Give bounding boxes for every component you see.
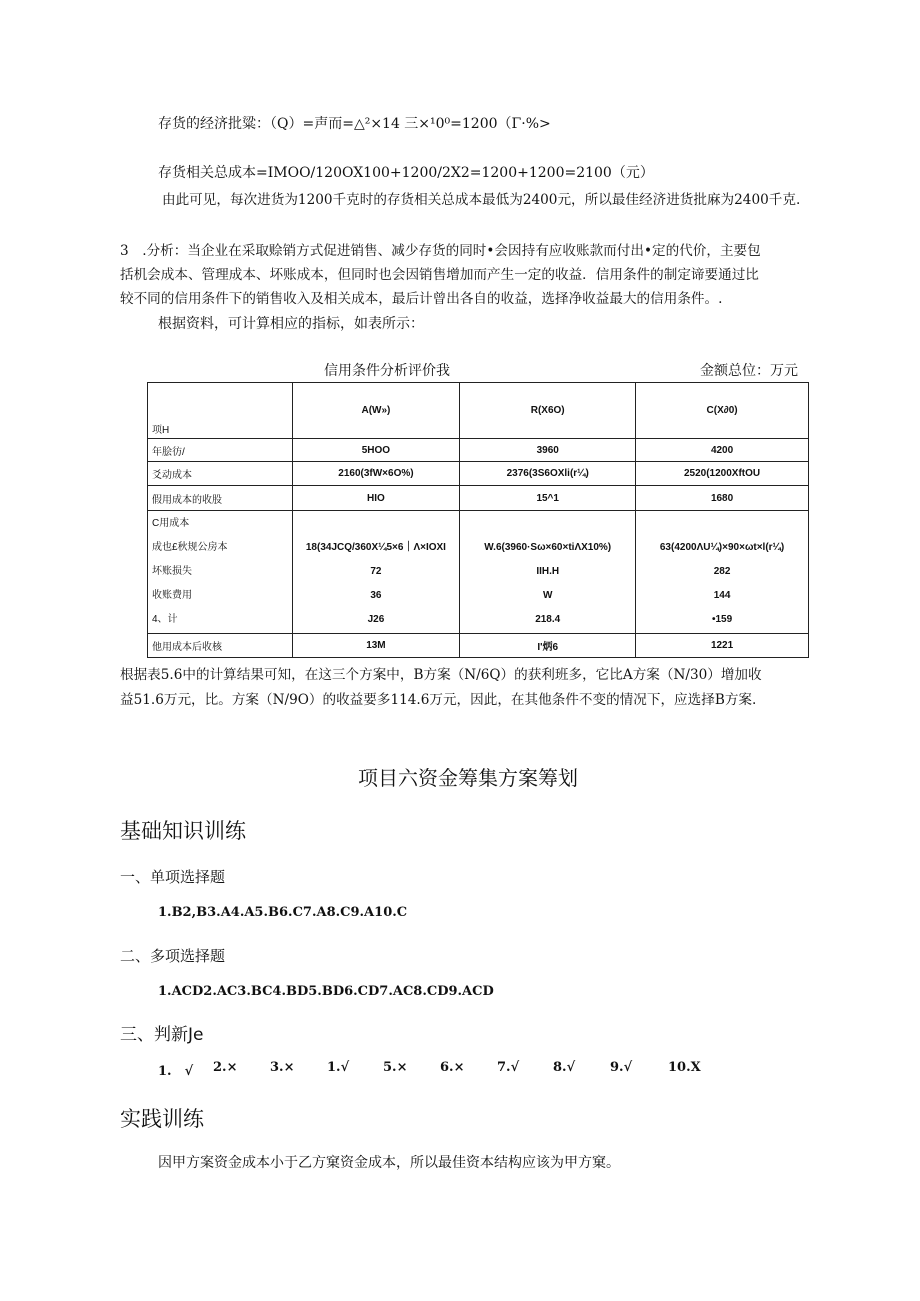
judgement-answer: 2.× [213, 1060, 238, 1075]
result-line-2: 益51.6万元，比。方案（N/9O）的收益要多114.6万元，因此，在其他条件不变的情况下，应选择B方案. [120, 692, 757, 708]
cell-a: 13M [292, 634, 460, 658]
cell-b: 2376(3S6OXli(r¼) [460, 462, 636, 486]
judgement-answer: 7.√ [497, 1060, 520, 1075]
cell-b: 218.4 [535, 614, 561, 625]
heading-practice-training: 实践训练 [120, 1107, 204, 1131]
group-labels [148, 511, 293, 634]
credit-analysis-table [147, 382, 809, 658]
analysis-line-3: 较不同的信用条件下的销售收入及相关成本，最后计曾出各自的收益，选择净收益最大的信用条件。. [120, 291, 723, 307]
cell-a: 18(34JCQ/360X¼5×6｜Λ×IOXI [305, 542, 446, 553]
cell-c: •159 [711, 614, 733, 625]
cell-c: 1221 [636, 634, 809, 658]
judgement-answer: 6.× [440, 1060, 465, 1075]
cell-c: 4200 [636, 439, 809, 462]
group-cells-a [292, 511, 460, 634]
cell-c: 63(4200ΛU¼)×90×ωt×l(r¼) [659, 542, 785, 553]
multi-choice-answers: 1.ACD2.AC3.BC4.BD5.BD6.CD7.AC8.CD9.ACD [158, 984, 494, 999]
judgement-answer: 5.× [383, 1060, 408, 1075]
judgement-answer: 10.X [668, 1060, 701, 1075]
analysis-line-1: 3 .分析：当企业在采取赊销方式促进销售、减少存货的同时•会因持有应收账款而付出•定的代价，主要包 [120, 243, 761, 259]
table-row [148, 462, 809, 486]
judgement-answer: 1. √ [158, 1064, 194, 1079]
cell-b: W [542, 590, 553, 601]
heading-multi-choice: 二、多项选择题 [120, 947, 226, 965]
table-row [148, 486, 809, 511]
cell-b: 15^1 [460, 486, 636, 511]
single-choice-answers: 1.B2,B3.A4.A5.B6.C7.A8.C9.A10.C [158, 905, 408, 920]
heading-basic-training: 基础知识训练 [120, 819, 246, 843]
table-row [148, 439, 809, 462]
header-label: 项H [148, 383, 293, 439]
table-header-row [148, 383, 809, 439]
analysis-line-4: 根据资料，可计算相应的指标，如表所示： [158, 316, 424, 332]
group-cells-c [636, 511, 809, 634]
heading-judgement: 三、判新Je [120, 1025, 204, 1045]
table-title: 信用条件分析评价我 [324, 363, 450, 379]
judgement-answer: 8.√ [553, 1060, 576, 1075]
formula-line-total-cost: 存货相关总成本=IMOO/120OX100+1200/2X2=1200+1200=2100（元） [158, 165, 654, 181]
cell-a: 5HOO [292, 439, 460, 462]
result-line-1: 根据表5.6中的计算结果可知，在这三个方案中，B方案（N/6Q）的获利班多，它比A方案（N/30）增加收 [120, 667, 762, 683]
judgement-answer: 1.√ [327, 1060, 350, 1075]
analysis-line-2: 括机会成本、管理成本、坏账成本，但同时也会因销售增加而产生一定的收益．信用条件的制定谛要通过比 [120, 267, 759, 283]
cell-c: 1680 [636, 486, 809, 511]
cell-a: J26 [367, 614, 385, 625]
cell-b: W.6(3960·Sω×60×tiΛX10%) [484, 542, 612, 553]
heading-single-choice: 一、单项选择题 [120, 868, 226, 886]
group-label: C用成本 [152, 518, 190, 529]
cell-a: 72 [370, 566, 382, 577]
cell-a: HIO [292, 486, 460, 511]
cell-c: 144 [713, 590, 731, 601]
formula-line-eoq: 存货的经济批粱：（Q）=声而=△²×14 三×¹0⁰=1200（Γ·%> [158, 116, 551, 132]
table-unit: 金额总位：万元 [700, 363, 798, 379]
judgement-answer: 9.√ [610, 1060, 633, 1075]
cell-b: IIH.H [536, 566, 560, 577]
practice-text: 因甲方案资金成本小于乙方窠资金成本，所以最佳资本结构应该为甲方窠。 [158, 1155, 620, 1171]
table-row [148, 634, 809, 658]
col-header-a: A(W») [292, 383, 460, 439]
section-title: 项目六资金筹集方案筹划 [358, 766, 578, 790]
col-header-c: C(X∂0) [636, 383, 809, 439]
row-label: 爻动成本 [148, 462, 293, 486]
sub-row-label: 4、计 [152, 614, 178, 625]
row-label: 年脍彷/ [148, 439, 293, 462]
sub-row-label: 坏账损失 [152, 566, 192, 577]
col-header-b: R(X6O) [460, 383, 636, 439]
row-label: 他用成本后收核 [148, 634, 293, 658]
cell-c: 2520(1200XftOU [636, 462, 809, 486]
judgement-answer: 3.× [270, 1060, 295, 1075]
conclusion-line: 由此可见，每次进货为1200千克时的存货相关总成本最低为2400元，所以最佳经济进货批麻为2400千克. [162, 192, 801, 208]
row-label: 假用成本的收股 [148, 486, 293, 511]
table-group-row [148, 511, 809, 634]
sub-row-label: 收账费用 [152, 590, 192, 601]
cell-b: I'炳6 [460, 634, 636, 658]
sub-row-label: 成也£秋规公房本 [152, 542, 228, 553]
cell-a: 36 [370, 590, 382, 601]
group-cells-b [460, 511, 636, 634]
cell-a: 2160(3fW×6O%) [292, 462, 460, 486]
cell-c: 282 [713, 566, 731, 577]
cell-b: 3960 [460, 439, 636, 462]
